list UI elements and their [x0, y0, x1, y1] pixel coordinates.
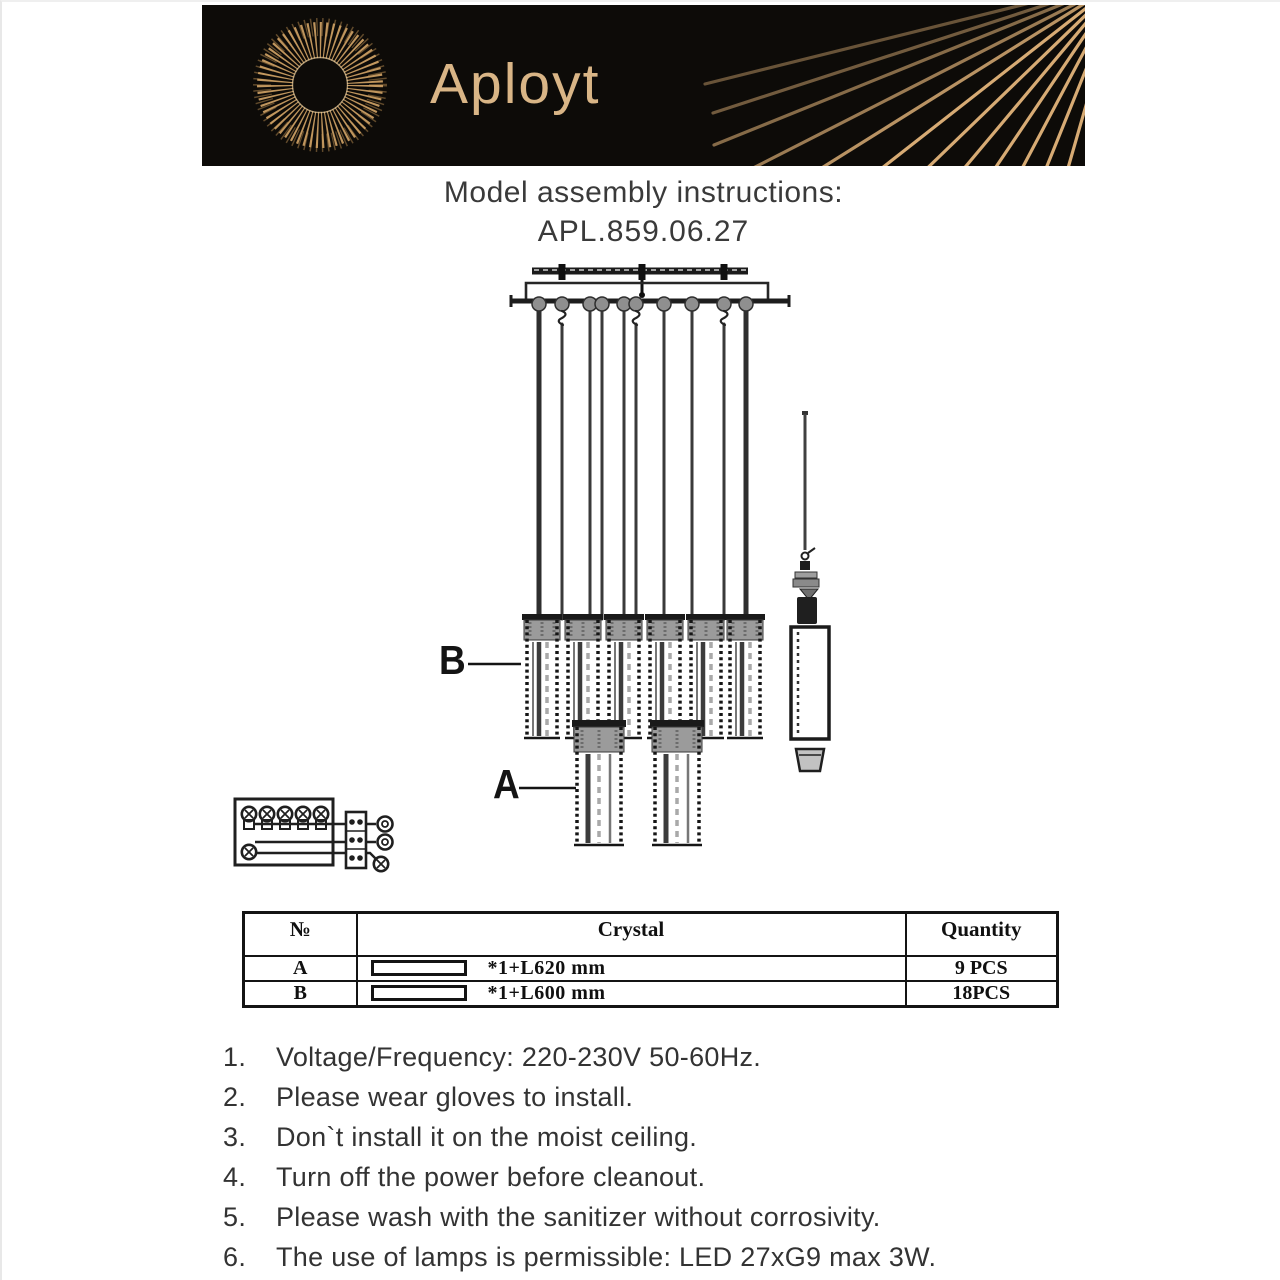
crystal-spec: *1+L620 mm: [487, 956, 606, 979]
item-number: 3.: [223, 1122, 247, 1152]
item-text: The use of lamps is permissible: LED 27xG9 max 3W.: [276, 1242, 937, 1272]
crystal-bar-icon: [371, 960, 467, 976]
brand-banner: [202, 5, 1085, 166]
item-text: Don`t install it on the moist ceiling.: [276, 1122, 698, 1152]
list-item: [223, 1162, 1103, 1193]
crystal-bar-icon: [371, 985, 467, 1001]
chandelier-assembly-diagram: [212, 258, 852, 908]
quantity-cell: 18PCS: [906, 981, 1058, 1007]
item-text: Please wash with the sanitizer without corrosivity.: [276, 1202, 881, 1232]
list-item: [223, 1122, 1103, 1153]
decorative-rays-icon: [202, 5, 1085, 166]
item-number: 1.: [223, 1042, 247, 1072]
brand-name: Aployt: [430, 52, 601, 116]
item-text: Voltage/Frequency: 220-230V 50-60Hz.: [276, 1042, 762, 1072]
document-title: [202, 176, 1085, 249]
crystal-cell: [357, 956, 906, 981]
quantity-cell: 9 PCS: [906, 956, 1058, 981]
item-number: 6.: [223, 1242, 247, 1272]
col-header-crystal: Crystal: [357, 913, 906, 956]
list-item: [223, 1082, 1103, 1113]
item-text: Please wear gloves to install.: [276, 1082, 634, 1112]
list-item: [223, 1242, 1103, 1273]
part-no-cell: A: [244, 956, 357, 981]
item-number: 4.: [223, 1162, 247, 1192]
title-text: Model assembly instructions:: [443, 176, 844, 209]
instruction-list: [223, 1042, 1103, 1280]
part-label-a: A: [493, 761, 520, 807]
crystal-cell: [357, 981, 906, 1007]
crystal-spec: *1+L600 mm: [487, 981, 606, 1004]
table-header-row: [244, 913, 1058, 956]
exploded-pendant-detail: [791, 411, 829, 771]
col-header-no: №: [244, 913, 357, 956]
col-header-quantity: Quantity: [906, 913, 1058, 956]
list-item: [223, 1202, 1103, 1233]
item-text: Turn off the power before cleanout.: [276, 1162, 706, 1192]
list-item: [223, 1042, 1103, 1073]
table-row: [244, 981, 1058, 1007]
part-no-cell: B: [244, 981, 357, 1007]
item-number: 2.: [223, 1082, 247, 1112]
part-label-b: B: [439, 637, 466, 683]
table-row: [244, 956, 1058, 981]
model-number: APL.859.06.27: [537, 215, 750, 248]
crystal-tier-b: [522, 614, 765, 738]
suspension-rods: [532, 297, 753, 619]
wiring-schematic: [235, 799, 393, 871]
parts-table: [242, 911, 1059, 1008]
item-number: 5.: [223, 1202, 247, 1232]
